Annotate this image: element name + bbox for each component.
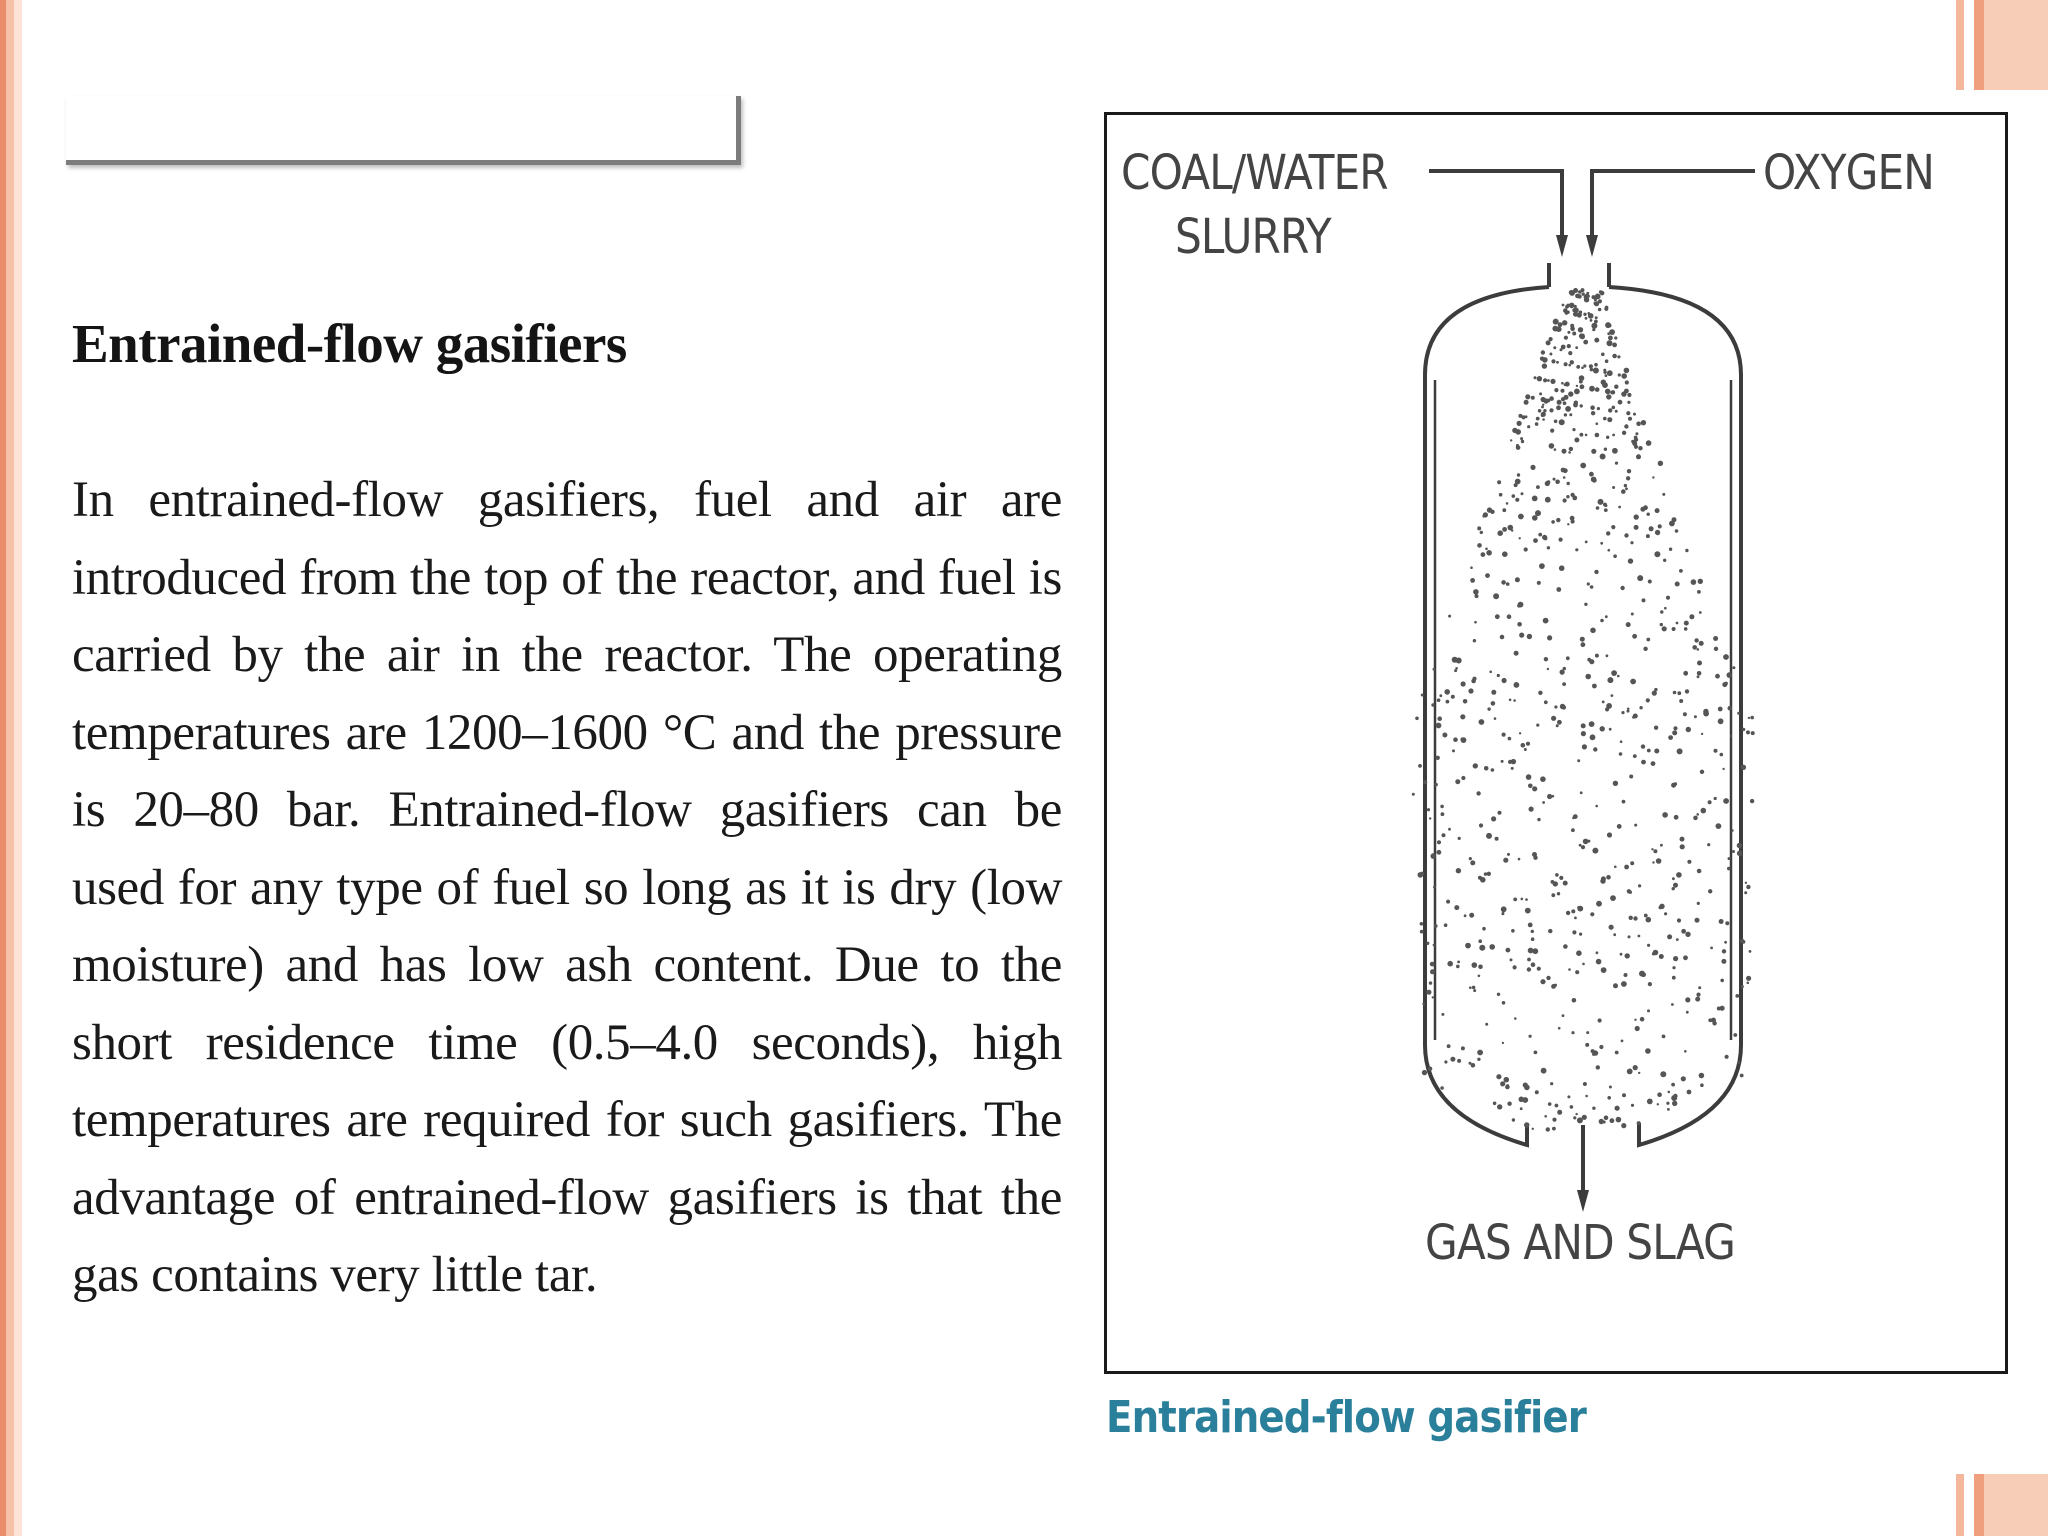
slurry-feed-line <box>1429 171 1562 245</box>
vessel-right-wall <box>1609 287 1741 1145</box>
section-heading: Entrained-flow gasifiers <box>72 313 627 374</box>
top-right-accent <box>1956 0 2048 90</box>
inlet-nozzle <box>1549 263 1609 287</box>
oxygen-feed-line <box>1592 171 1755 245</box>
particle-spray <box>1412 288 1755 1132</box>
label-slurry: SLURRY <box>1175 209 1331 265</box>
bottom-right-accent <box>1956 1474 2048 1536</box>
figure-caption: Entrained-flow gasifier <box>1106 1392 1587 1443</box>
vessel-left-wall <box>1425 287 1549 1145</box>
outlet-arrow <box>1577 1190 1589 1212</box>
oxygen-arrow <box>1586 235 1598 257</box>
left-accent-bar <box>0 0 22 1536</box>
title-placeholder-box <box>66 96 741 165</box>
label-coal-water: COAL/WATER <box>1121 145 1388 201</box>
gasifier-diagram <box>1104 112 2008 1374</box>
slurry-arrow <box>1556 235 1568 257</box>
label-oxygen: OXYGEN <box>1763 145 1935 201</box>
body-paragraph: In entrained-flow gasifiers, fuel and air are introduced from the top of the reactor, and fuel is carried by the air in the reactor. The operating temperatures are 1200–1600 °C and the pressure is 20–80 bar. Entrained-flow gasifiers can be used for any type of fuel so long as it is dry (low moisture) and has low ash content. Due to the short residence time (0.5–4.0 seconds), high temperatures are required for such gasifiers. The advantage of entrained-flow gasifiers is that the gas contains very little tar. <box>72 472 1062 1303</box>
label-gas-and-slag: GAS AND SLAG <box>1425 1215 1735 1271</box>
gasifier-drawing <box>1107 115 2011 1377</box>
